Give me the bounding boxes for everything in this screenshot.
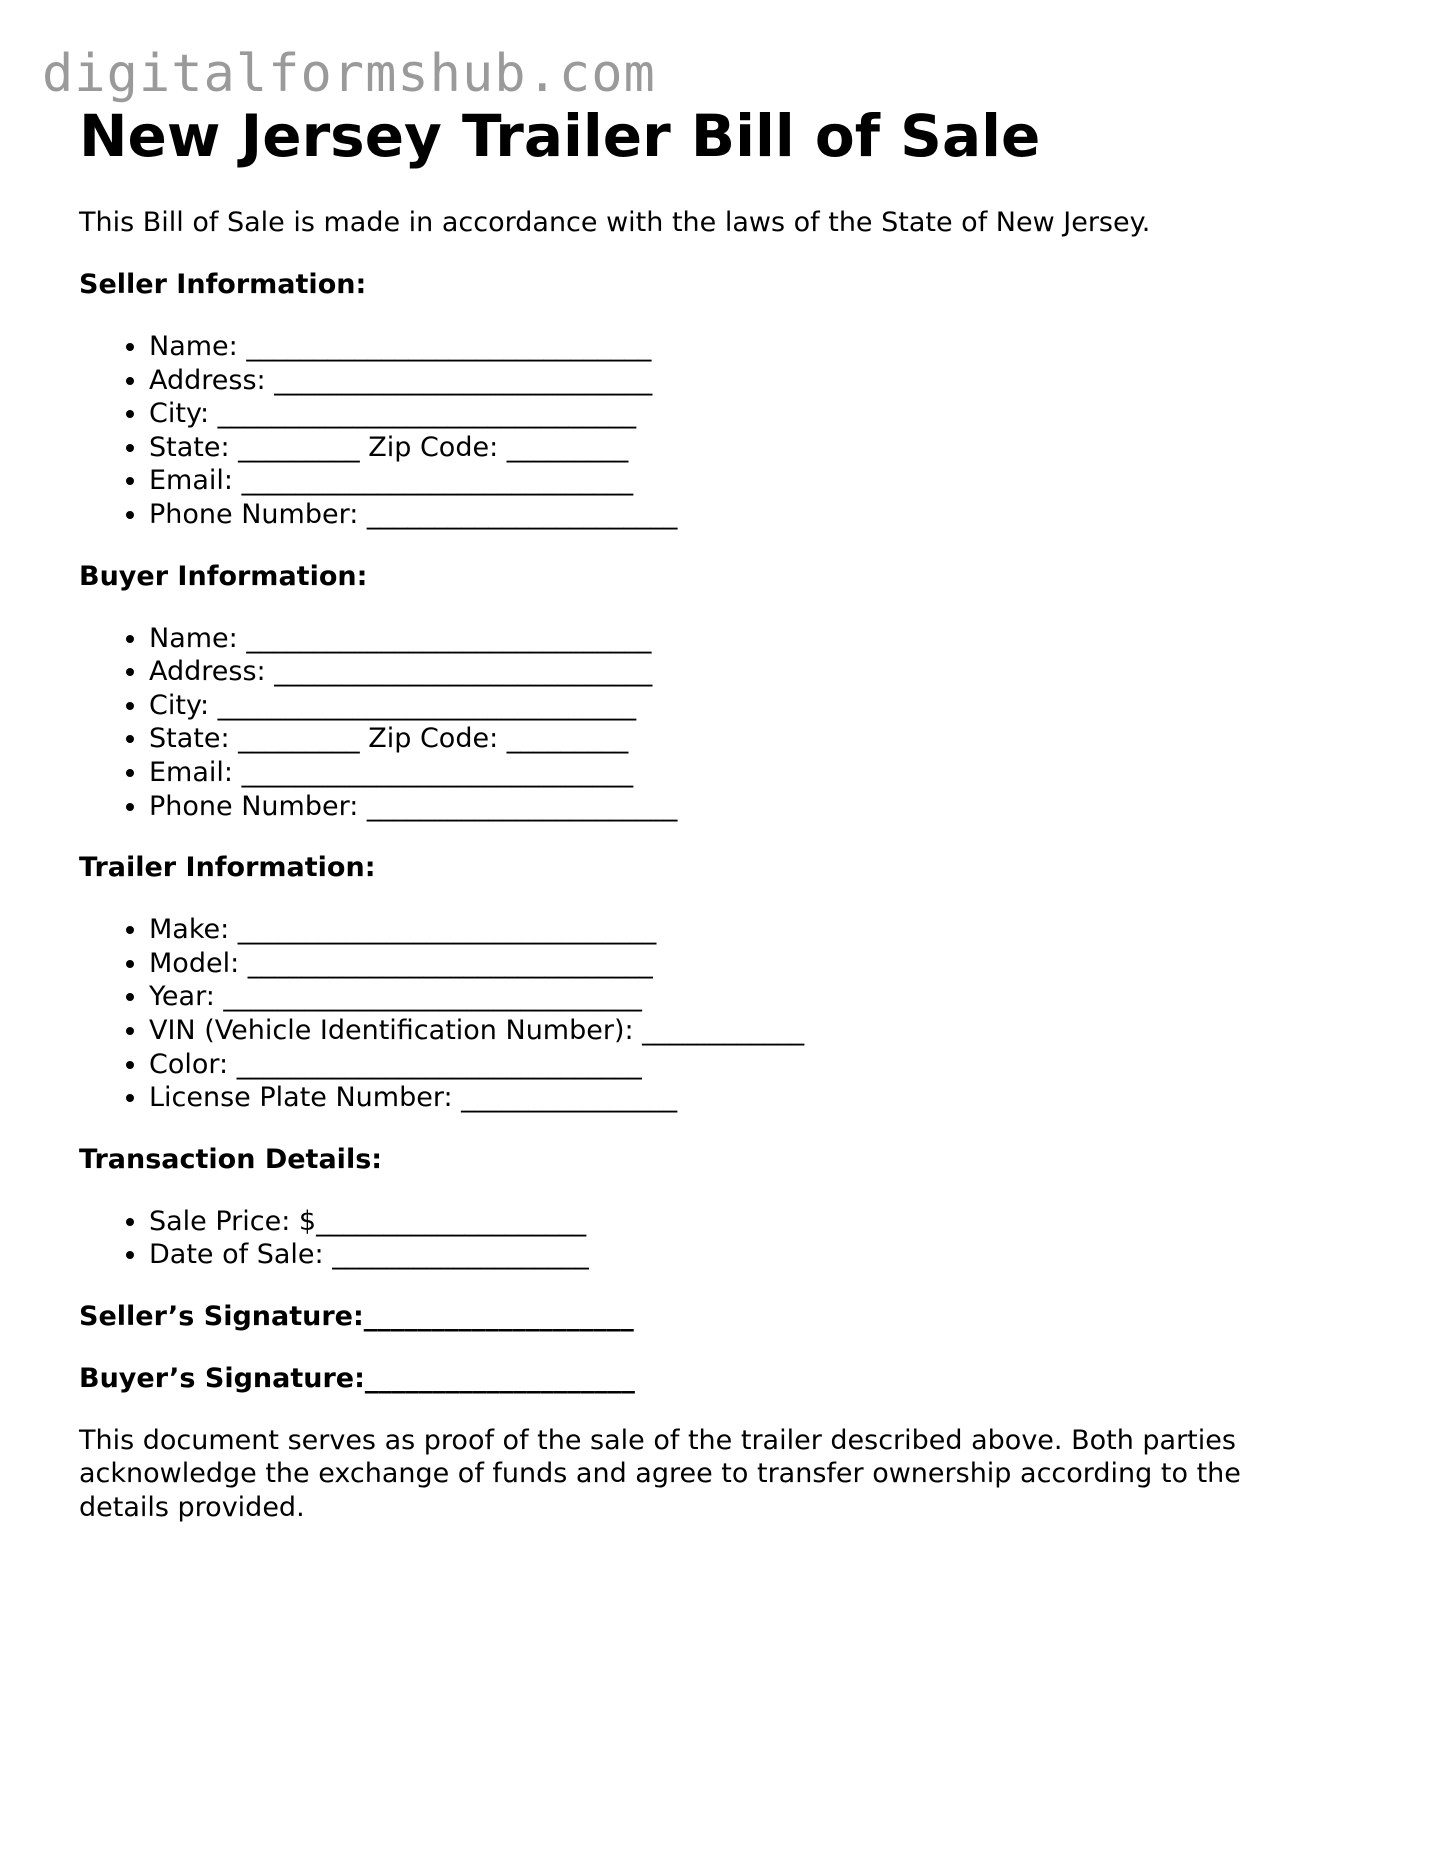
seller-section-heading: Seller Information: (79, 269, 367, 300)
buyer-email-field[interactable]: • Email: _____________________________ (149, 756, 1359, 790)
seller-address-field[interactable]: • Address: ____________________________ (149, 364, 1359, 398)
trailer-make-field[interactable]: • Make: _______________________________ (149, 913, 1359, 947)
seller-city-field[interactable]: • City: _______________________________ (149, 397, 1359, 431)
transaction-section-heading: Transaction Details: (79, 1143, 383, 1175)
closing-paragraph: This document serves as proof of the sale of the trailer described above. Both parties acknowledge the exchange of funds and agree to transfer ownership according to the details provided. (79, 1424, 1241, 1524)
trailer-license-plate-field[interactable]: • License Plate Number: ________________ (149, 1081, 1359, 1115)
trailer-year-field[interactable]: • Year: _______________________________ (149, 980, 1359, 1014)
document-body (79, 100, 1359, 1525)
buyer-phone-field[interactable]: • Phone Number: _______________________ (149, 790, 1359, 824)
buyer-section-heading: Buyer Information: (79, 560, 368, 592)
buyer-name-field[interactable]: • Name: ______________________________ (149, 622, 1359, 656)
buyer-state-zip-field[interactable]: • State: _________ Zip Code: _________ (149, 722, 1359, 756)
trailer-model-field[interactable]: • Model: ______________________________ (149, 947, 1359, 981)
seller-phone-field[interactable]: • Phone Number: _______________________ (149, 498, 1359, 532)
watermark-text: digitalformshub.com (42, 44, 656, 104)
buyer-city-field[interactable]: • City: _______________________________ (149, 689, 1359, 723)
seller-name-field[interactable]: • Name: ______________________________ (149, 330, 1359, 364)
transaction-details-list (79, 1205, 1359, 1272)
seller-signature-line[interactable]: Seller’s Signature:____________________ (79, 1300, 634, 1332)
sale-price-field[interactable]: • Sale Price: $____________________ (149, 1205, 1359, 1239)
buyer-info-list (79, 622, 1359, 824)
buyer-address-field[interactable]: • Address: ____________________________ (149, 655, 1359, 689)
seller-info-list (79, 330, 1359, 532)
trailer-info-list (79, 913, 1359, 1115)
document-title: New Jersey Trailer Bill of Sale (79, 102, 1041, 170)
trailer-section-heading: Trailer Information: (79, 852, 376, 884)
sale-date-field[interactable]: • Date of Sale: ___________________ (149, 1238, 1359, 1272)
seller-email-field[interactable]: • Email: _____________________________ (149, 464, 1359, 498)
trailer-vin-field[interactable]: • VIN (Vehicle Identification Number): ____________ (149, 1014, 1359, 1048)
intro-paragraph: This Bill of Sale is made in accordance with the laws of the State of New Jersey. (79, 207, 1151, 238)
buyer-signature-line[interactable]: Buyer’s Signature:____________________ (79, 1362, 635, 1394)
trailer-color-field[interactable]: • Color: ______________________________ (149, 1048, 1359, 1082)
seller-state-zip-field[interactable]: • State: _________ Zip Code: _________ (149, 431, 1359, 465)
